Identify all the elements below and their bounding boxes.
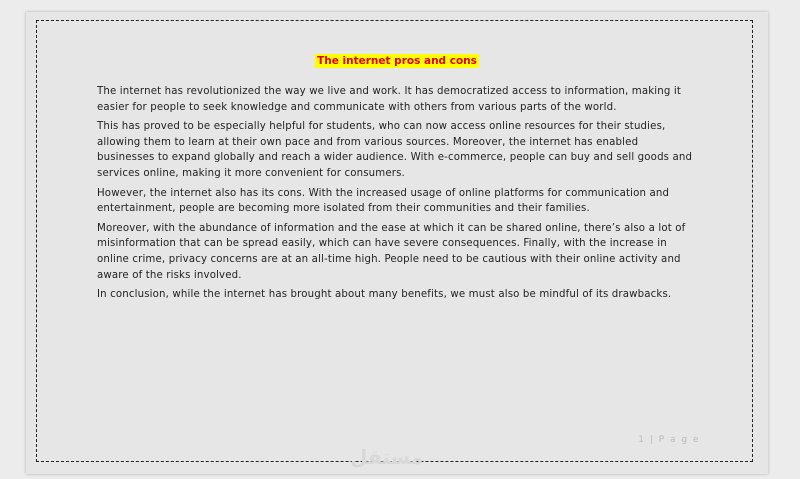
paragraph-4: Moreover, with the abundance of information and the ease at which it can be shared online, there’s also a lot of misinformation that can be spread easily, which can have severe consequences. Finally, with the increase in online crime, privacy concerns are at an all-time high. People need to be cautious with their online activity and aware of the risks involved.: [97, 222, 686, 281]
title-container: [26, 49, 768, 68]
document-page: [26, 12, 768, 474]
paragraph-3: However, the internet also has its cons. With the increased usage of online platforms for communication and entertainment, people are becoming more isolated from their communities and their families.: [97, 187, 670, 215]
paragraph-5: In conclusion, while the internet has brought about many benefits, we must also be mindful of its drawbacks.: [97, 289, 672, 301]
document-title: The internet pros and cons: [317, 55, 477, 67]
watermark-logo: مستقل: [350, 445, 424, 469]
paragraph-1: The internet has revolutionized the way we live and work. It has democratized access to information, making it easier for people to seek knowledge and communicate with others from various parts of the world.: [97, 86, 681, 113]
paragraph-2: This has proved to be especially helpful for students, who can now access online resources for their studies, allowing them to learn at their own pace and from various sources. Moreover, the internet has enabled businesses to expand globally and reach a wider audience. With e-commerce, people can buy and sell goods and services online, making it more convenient for consumers.: [97, 121, 693, 179]
page-number-footer: 1 | P a g e: [638, 435, 700, 445]
document-body: [97, 84, 697, 307]
